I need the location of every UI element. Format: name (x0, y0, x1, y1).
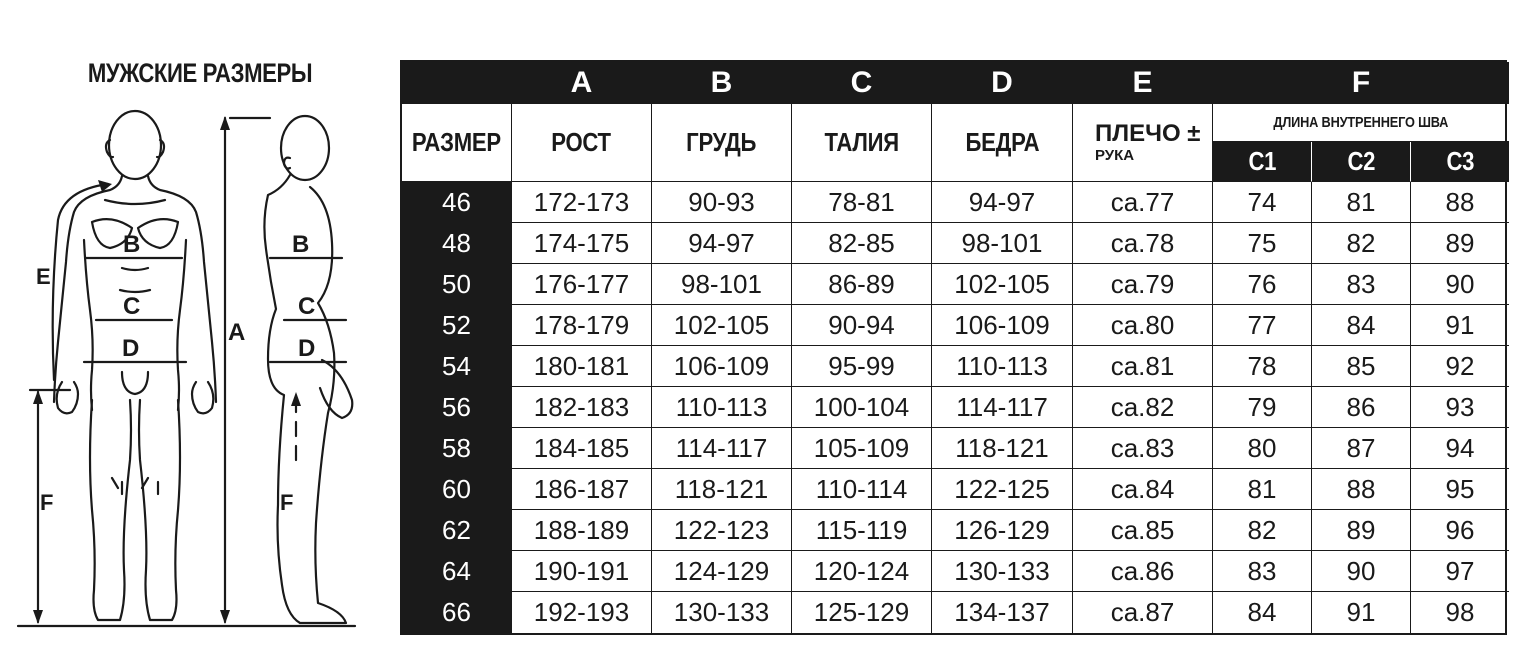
cell-arm: ca.79 (1073, 264, 1213, 305)
cell-height: 190-191 (512, 551, 652, 592)
cell-c3: 96 (1411, 510, 1509, 551)
cell-c2: 84 (1312, 305, 1411, 346)
cell-c2: 90 (1312, 551, 1411, 592)
header-shoulder-line2: РУКА (1095, 146, 1135, 164)
cell-size: 46 (402, 182, 512, 223)
cell-chest: 118-121 (652, 469, 792, 510)
header-waist: ТАЛИЯ (792, 104, 932, 182)
cell-chest: 90-93 (652, 182, 792, 223)
cell-c1: 77 (1213, 305, 1312, 346)
cell-waist: 115-119 (792, 510, 932, 551)
cell-size: 66 (402, 592, 512, 633)
cell-arm: ca.77 (1073, 182, 1213, 223)
cell-size: 62 (402, 510, 512, 551)
header-shoulder-line1: ПЛЕЧО ± (1095, 119, 1201, 147)
cell-c1: 76 (1213, 264, 1312, 305)
cell-waist: 110-114 (792, 469, 932, 510)
cell-height: 188-189 (512, 510, 652, 551)
cell-arm: ca.86 (1073, 551, 1213, 592)
cell-hips: 130-133 (932, 551, 1073, 592)
cell-height: 184-185 (512, 428, 652, 469)
cell-c2: 81 (1312, 182, 1411, 223)
cell-waist: 120-124 (792, 551, 932, 592)
cell-size: 60 (402, 469, 512, 510)
front-figure (54, 111, 216, 620)
page-title: МУЖСКИЕ РАЗМЕРЫ (87, 58, 313, 88)
col-letter-c: C (792, 62, 932, 104)
cell-c3: 93 (1411, 387, 1509, 428)
cell-size: 50 (402, 264, 512, 305)
side-label-c: C (298, 293, 316, 320)
cell-hips: 102-105 (932, 264, 1073, 305)
cell-size: 64 (402, 551, 512, 592)
cell-hips: 110-113 (932, 346, 1073, 387)
cell-c3: 91 (1411, 305, 1509, 346)
cell-c3: 95 (1411, 469, 1509, 510)
cell-chest: 124-129 (652, 551, 792, 592)
cell-arm: ca.78 (1073, 223, 1213, 264)
cell-c1: 82 (1213, 510, 1312, 551)
col-letter-e: E (1073, 62, 1213, 104)
cell-size: 54 (402, 346, 512, 387)
cell-hips: 106-109 (932, 305, 1073, 346)
col-letter-b: B (652, 62, 792, 104)
cell-c2: 85 (1312, 346, 1411, 387)
cell-chest: 122-123 (652, 510, 792, 551)
cell-waist: 95-99 (792, 346, 932, 387)
col-letter-f: F (1213, 62, 1509, 104)
cell-waist: 90-94 (792, 305, 932, 346)
cell-size: 48 (402, 223, 512, 264)
cell-height: 172-173 (512, 182, 652, 223)
side-label-d: D (298, 335, 316, 362)
cell-chest: 110-113 (652, 387, 792, 428)
cell-c3: 92 (1411, 346, 1509, 387)
cell-c1: 84 (1213, 592, 1312, 633)
cell-height: 182-183 (512, 387, 652, 428)
size-table (400, 60, 1507, 635)
cell-hips: 122-125 (932, 469, 1073, 510)
label-d: D (122, 335, 140, 362)
cell-hips: 134-137 (932, 592, 1073, 633)
label-a: A (228, 319, 246, 346)
corner-cell (402, 62, 512, 104)
header-size: РАЗМЕР (402, 104, 512, 182)
cell-c2: 83 (1312, 264, 1411, 305)
cell-arm: ca.85 (1073, 510, 1213, 551)
cell-hips: 114-117 (932, 387, 1073, 428)
cell-waist: 105-109 (792, 428, 932, 469)
cell-c3: 98 (1445, 597, 1475, 627)
cell-height: 176-177 (512, 264, 652, 305)
cell-c3: 94 (1411, 428, 1509, 469)
label-e: E (36, 264, 51, 289)
cell-height: 178-179 (512, 305, 652, 346)
cell-height: 180-181 (512, 346, 652, 387)
cell-chest: 94-97 (652, 223, 792, 264)
cell-c2: 89 (1312, 510, 1411, 551)
cell-arm: ca.80 (1073, 305, 1213, 346)
label-c: C (123, 293, 141, 320)
cell-c3: 97 (1411, 551, 1509, 592)
cell-c2: 87 (1312, 428, 1411, 469)
cell-chest: 130-133 (652, 592, 792, 633)
body-measurement-figure (0, 0, 380, 651)
header-chest: ГРУДЬ (652, 104, 792, 182)
cell-height: 186-187 (512, 469, 652, 510)
cell-c3: 89 (1411, 223, 1509, 264)
side-figure (264, 116, 352, 623)
cell-height: 174-175 (512, 223, 652, 264)
cell-chest: 106-109 (652, 346, 792, 387)
cell-waist: 82-85 (792, 223, 932, 264)
cell-size: 58 (402, 428, 512, 469)
header-c2: C2 (1312, 142, 1411, 182)
header-shoulder-arm (1073, 104, 1213, 182)
cell-c2: 88 (1312, 469, 1411, 510)
cell-arm: ca.87 (1073, 592, 1213, 633)
cell-c3: 88 (1411, 182, 1509, 223)
cell-hips: 98-101 (932, 223, 1073, 264)
cell-hips: 118-121 (932, 428, 1073, 469)
cell-waist: 78-81 (792, 182, 932, 223)
cell-chest: 102-105 (652, 305, 792, 346)
cell-chest: 114-117 (652, 428, 792, 469)
cell-c1: 75 (1213, 223, 1312, 264)
cell-c3: 90 (1411, 264, 1509, 305)
cell-arm: ca.81 (1073, 346, 1213, 387)
label-b: B (123, 231, 141, 258)
header-inseam: ДЛИНА ВНУТРЕННЕГО ШВА (1213, 104, 1509, 142)
cell-waist: 125-129 (792, 592, 932, 633)
cell-arm: ca.82 (1073, 387, 1213, 428)
cell-c1: 78 (1213, 346, 1312, 387)
cell-waist: 86-89 (792, 264, 932, 305)
cell-chest: 98-101 (652, 264, 792, 305)
header-c1: C1 (1213, 142, 1312, 182)
cell-c1: 79 (1213, 387, 1312, 428)
cell-c2: 86 (1312, 387, 1411, 428)
cell-c1: 83 (1213, 551, 1312, 592)
side-label-f: F (280, 490, 294, 515)
header-c3: C3 (1411, 142, 1509, 182)
cell-hips: 94-97 (932, 182, 1073, 223)
label-f: F (40, 490, 54, 515)
cell-waist: 100-104 (792, 387, 932, 428)
cell-height: 192-193 (512, 592, 652, 633)
cell-c1: 81 (1213, 469, 1312, 510)
cell-size: 52 (402, 305, 512, 346)
cell-c2: 91 (1312, 592, 1411, 633)
cell-size: 56 (402, 387, 512, 428)
header-hips: БЕДРА (932, 104, 1073, 182)
cell-arm: ca.83 (1073, 428, 1213, 469)
cell-c1: 74 (1213, 182, 1312, 223)
col-letter-d: D (932, 62, 1073, 104)
cell-c1: 80 (1213, 428, 1312, 469)
header-height: РОСТ (512, 104, 652, 182)
cell-arm: ca.84 (1073, 469, 1213, 510)
col-letter-a: A (512, 62, 652, 104)
cell-c2: 82 (1312, 223, 1411, 264)
cell-hips: 126-129 (932, 510, 1073, 551)
side-label-b: B (292, 231, 310, 258)
